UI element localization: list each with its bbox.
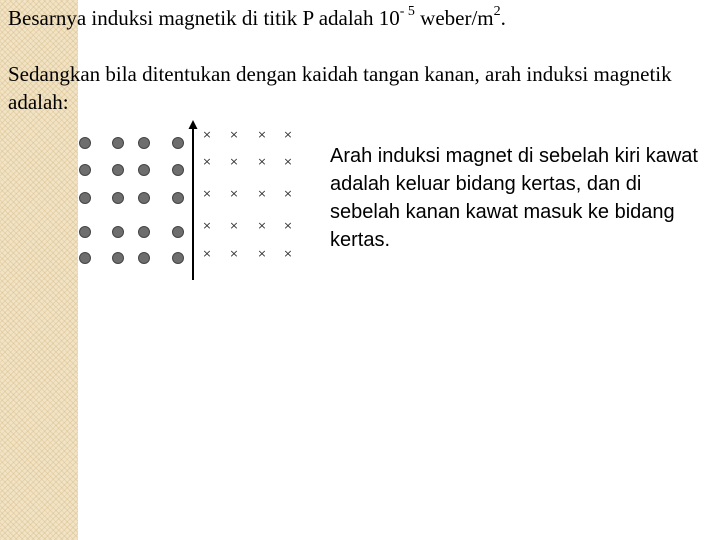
field-out-of-page-dots [80,138,184,264]
field-cross: × [202,247,212,260]
current-direction-arrow [189,120,198,129]
field-dot [139,165,150,176]
magnetic-field-diagram [70,118,310,284]
field-dot [173,227,184,238]
field-dot [80,227,91,238]
field-dot [139,227,150,238]
field-cross: × [202,128,212,141]
field-dot [113,138,124,149]
field-cross: × [257,187,267,200]
field-cross: × [283,128,293,141]
field-cross: × [283,247,293,260]
field-cross: × [229,219,239,232]
field-cross: × [283,187,293,200]
field-dot [173,253,184,264]
field-into-page-crosses [202,128,292,260]
field-cross: × [202,155,212,168]
field-dot [113,253,124,264]
magnetic-induction-statement: Besarnya induksi magnetik di titik P adalah $10^{- 5}$ weber/$m^2$. [8,4,506,30]
field-cross: × [257,247,267,260]
field-cross: × [202,187,212,200]
field-cross: × [257,219,267,232]
field-cross: × [229,128,239,141]
field-dot [139,193,150,204]
field-cross: × [202,219,212,232]
field-dot [173,193,184,204]
field-cross: × [283,219,293,232]
field-cross: × [257,128,267,141]
field-dot [80,165,91,176]
field-cross: × [229,247,239,260]
field-cross: × [283,155,293,168]
field-dot [113,193,124,204]
field-dot [173,165,184,176]
field-dot [139,253,150,264]
field-dot [113,227,124,238]
field-dot [173,138,184,149]
field-dot [80,138,91,149]
field-dot [139,138,150,149]
field-cross: × [257,155,267,168]
field-cross: × [229,155,239,168]
right-hand-rule-statement: Sedangkan bila ditentukan dengan kaidah tangan kanan, arah induksi magnetik adalah: [8,62,672,114]
field-dot [80,193,91,204]
field-dot [113,165,124,176]
field-dot [80,253,91,264]
field-direction-explanation: Arah induksi magnet di sebelah kiri kawat adalah keluar bidang kertas, dan di sebelah kanan kawat masuk ke bidang kertas. [330,145,698,251]
field-cross: × [229,187,239,200]
